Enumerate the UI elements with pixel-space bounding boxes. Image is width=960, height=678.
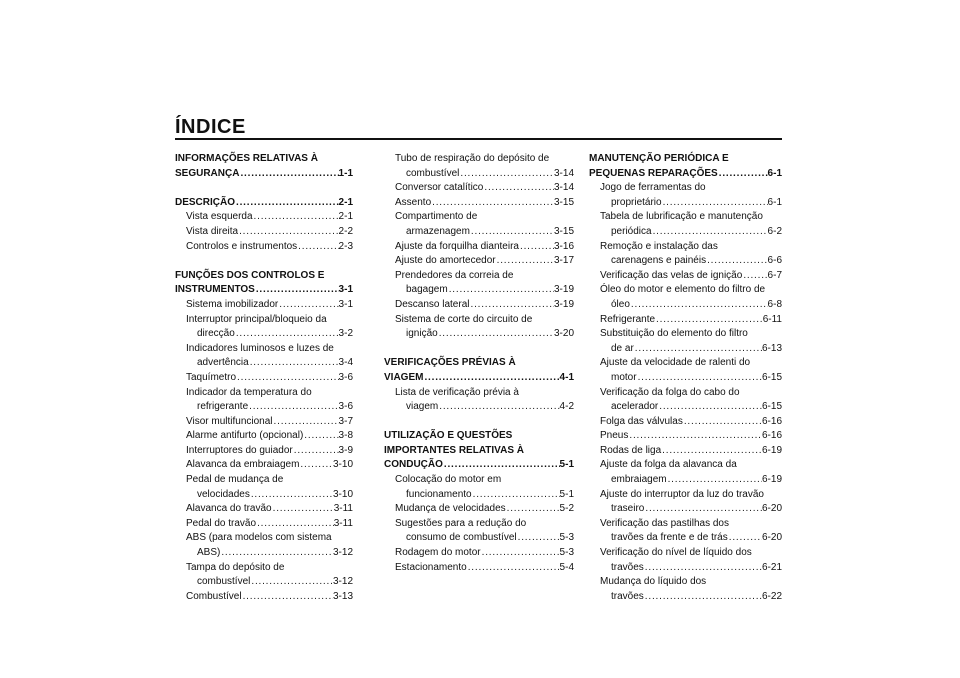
toc-entry[interactable]: acelerador ..... 6-15: [589, 400, 782, 415]
toc-entry[interactable]: velocidades ..... 3-10: [175, 488, 353, 503]
toc-entry[interactable]: refrigerante ..... 3-6: [175, 400, 353, 415]
toc-entry[interactable]: Pneus ..... 6-16: [589, 429, 782, 444]
toc-entry[interactable]: bagagem ..... 3-19: [384, 283, 574, 298]
toc-entry[interactable]: Alavanca do travão ..... 3-11: [175, 502, 353, 517]
toc-entry-text: Interruptor principal/bloqueio da: [186, 313, 327, 325]
toc-entry[interactable]: Ajuste do amortecedor ..... 3-17: [384, 254, 574, 269]
toc-entry[interactable]: Descanso lateral ..... 3-19: [384, 298, 574, 313]
toc-entry[interactable]: de ar ..... 6-13: [589, 342, 782, 357]
toc-entry[interactable]: embraiagem ..... 6-19: [589, 473, 782, 488]
toc-entry[interactable]: Sistema imobilizador ..... 3-1: [175, 298, 353, 313]
toc-entry[interactable]: proprietário ..... 6-1: [589, 196, 782, 211]
toc-entry[interactable]: Ajuste da forquilha dianteira ..... 3-16: [384, 240, 574, 255]
toc-entry-text: Sistema de corte do circuito de: [395, 313, 533, 325]
section-heading: VERIFICAÇÕES PRÉVIAS À: [384, 357, 516, 369]
toc-entry[interactable]: travões ..... 6-22: [589, 590, 782, 605]
toc-entry[interactable]: funcionamento ..... 5-1: [384, 488, 574, 503]
toc-entry-text: Tabela de lubrificação e manutenção: [600, 211, 763, 223]
toc-entry[interactable]: Verificação das velas de ignição ..... 6-7: [589, 269, 782, 284]
toc-entry[interactable]: Combustível ..... 3-13: [175, 590, 353, 605]
toc-entry-descricao[interactable]: DESCRIÇÃO ..... 2-1: [175, 196, 353, 211]
toc-entry[interactable]: Controlos e instrumentos ..... 2-3: [175, 240, 353, 255]
toc-entry[interactable]: Vista direita ..... 2-2: [175, 225, 353, 240]
section-heading: UTILIZAÇÃO E QUESTÕES: [384, 430, 513, 442]
toc-entry-text: Verificação das pastilhas dos: [600, 517, 729, 529]
section-heading: INFORMAÇÕES RELATIVAS À: [175, 153, 318, 164]
toc-entry[interactable]: Rodas de liga ..... 6-19: [589, 444, 782, 459]
toc-entry[interactable]: Visor multifuncional ..... 3-7: [175, 415, 353, 430]
page-title: ÍNDICE: [175, 116, 246, 138]
toc-entry[interactable]: óleo ..... 6-8: [589, 298, 782, 313]
toc-entry-text: Prendedores da correia de: [395, 269, 514, 281]
toc-entry[interactable]: viagem ..... 4-2: [384, 400, 574, 415]
toc-entry-text: Mudança do líquido dos: [600, 576, 707, 588]
section-heading: IMPORTANTES RELATIVAS À: [384, 444, 524, 456]
toc-entry-text: Ajuste do interruptor da luz do travão: [600, 488, 764, 500]
toc-entry[interactable]: Taquímetro ..... 3-6: [175, 371, 353, 386]
toc-entry[interactable]: periódica ..... 6-2: [589, 225, 782, 240]
toc-entry-text: Remoção e instalação das: [600, 240, 718, 252]
toc-entry-text: Tampa do depósito de: [186, 561, 285, 573]
toc-entry[interactable]: ignição ..... 3-20: [384, 327, 574, 342]
toc-entry-text: Jogo de ferramentas do: [600, 182, 706, 194]
toc-entry[interactable]: Pedal do travão ..... 3-11: [175, 517, 353, 532]
toc-entry-text: Indicadores luminosos e luzes de: [186, 342, 334, 354]
toc-entry-conducao[interactable]: CONDUÇÃO ..... 5-1: [384, 458, 574, 473]
toc-entry-instrumentos[interactable]: INSTRUMENTOS ..... 3-1: [175, 283, 353, 298]
toc-entry[interactable]: Estacionamento ..... 5-4: [384, 561, 574, 576]
toc-entry-text: Ajuste da velocidade de ralenti do: [600, 357, 751, 369]
toc-entry-text: Compartimento de: [395, 211, 478, 223]
toc-entry[interactable]: travões da frente e de trás ..... 6-20: [589, 531, 782, 546]
toc-entry-text: Indicador da temperatura do: [186, 386, 312, 398]
toc-entry-text: Substituição do elemento do filtro: [600, 328, 748, 340]
toc-entry[interactable]: Vista esquerda ..... 2-1: [175, 210, 353, 225]
toc-column-3: [589, 152, 782, 604]
toc-entry-text: ABS (para modelos com sistema: [186, 532, 332, 544]
toc-entry-text: Óleo do motor e elemento do filtro de: [600, 284, 766, 296]
toc-column-1: [175, 152, 353, 604]
toc-entry[interactable]: Alavanca da embraiagem ..... 3-10: [175, 458, 353, 473]
toc-entry[interactable]: Refrigerante ..... 6-11: [589, 313, 782, 328]
toc-entry[interactable]: Rodagem do motor ..... 5-3: [384, 546, 574, 561]
toc-entry[interactable]: Alarme antifurto (opcional) ..... 3-8: [175, 429, 353, 444]
toc-entry-text: Lista de verificação prévia à: [395, 386, 519, 398]
section-heading: FUNÇÕES DOS CONTROLOS E: [175, 269, 325, 281]
toc-entry-text: Pedal de mudança de: [186, 474, 284, 486]
toc-entry-text: Ajuste da folga da alavanca da: [600, 459, 737, 471]
toc-entry[interactable]: combustível ..... 3-14: [384, 167, 574, 182]
toc-entry[interactable]: motor ..... 6-15: [589, 371, 782, 386]
toc-entry[interactable]: combustível ..... 3-12: [175, 575, 353, 590]
toc-entry-seguranca[interactable]: SEGURANÇA ..... 1-1: [175, 167, 353, 182]
toc-entry[interactable]: Interruptores do guiador ..... 3-9: [175, 444, 353, 459]
toc-entry[interactable]: direcção ..... 3-2: [175, 327, 353, 342]
title-underline: [175, 138, 782, 140]
toc-entry-text: Colocação do motor em: [395, 474, 502, 486]
toc-entry[interactable]: traseiro ..... 6-20: [589, 502, 782, 517]
toc-entry[interactable]: Conversor catalítico ..... 3-14: [384, 181, 574, 196]
toc-entry[interactable]: armazenagem ..... 3-15: [384, 225, 574, 240]
section-heading: MANUTENÇÃO PERIÓDICA E: [589, 153, 729, 164]
toc-column-2: [384, 152, 574, 575]
toc-entry[interactable]: consumo de combustível ..... 5-3: [384, 531, 574, 546]
toc-entry[interactable]: ABS) ..... 3-12: [175, 546, 353, 561]
toc-entry[interactable]: advertência ..... 3-4: [175, 356, 353, 371]
toc-entry-reparacoes[interactable]: PEQUENAS REPARAÇÕES ..... 6-1: [589, 167, 782, 182]
toc-entry[interactable]: Assento ..... 3-15: [384, 196, 574, 211]
toc-entry-text: Sugestões para a redução do: [395, 517, 527, 529]
toc-entry-text: Verificação da folga do cabo do: [600, 386, 740, 398]
toc-entry-text: Tubo de respiração do depósito de: [395, 153, 550, 164]
toc-entry-viagem[interactable]: VIAGEM ..... 4-1: [384, 371, 574, 386]
toc-entry-text: Verificação do nível de líquido dos: [600, 547, 752, 559]
toc-entry[interactable]: carenagens e painéis ..... 6-6: [589, 254, 782, 269]
toc-entry[interactable]: Folga das válvulas ..... 6-16: [589, 415, 782, 430]
toc-entry[interactable]: travões ..... 6-21: [589, 561, 782, 576]
toc-entry[interactable]: Mudança de velocidades ..... 5-2: [384, 502, 574, 517]
